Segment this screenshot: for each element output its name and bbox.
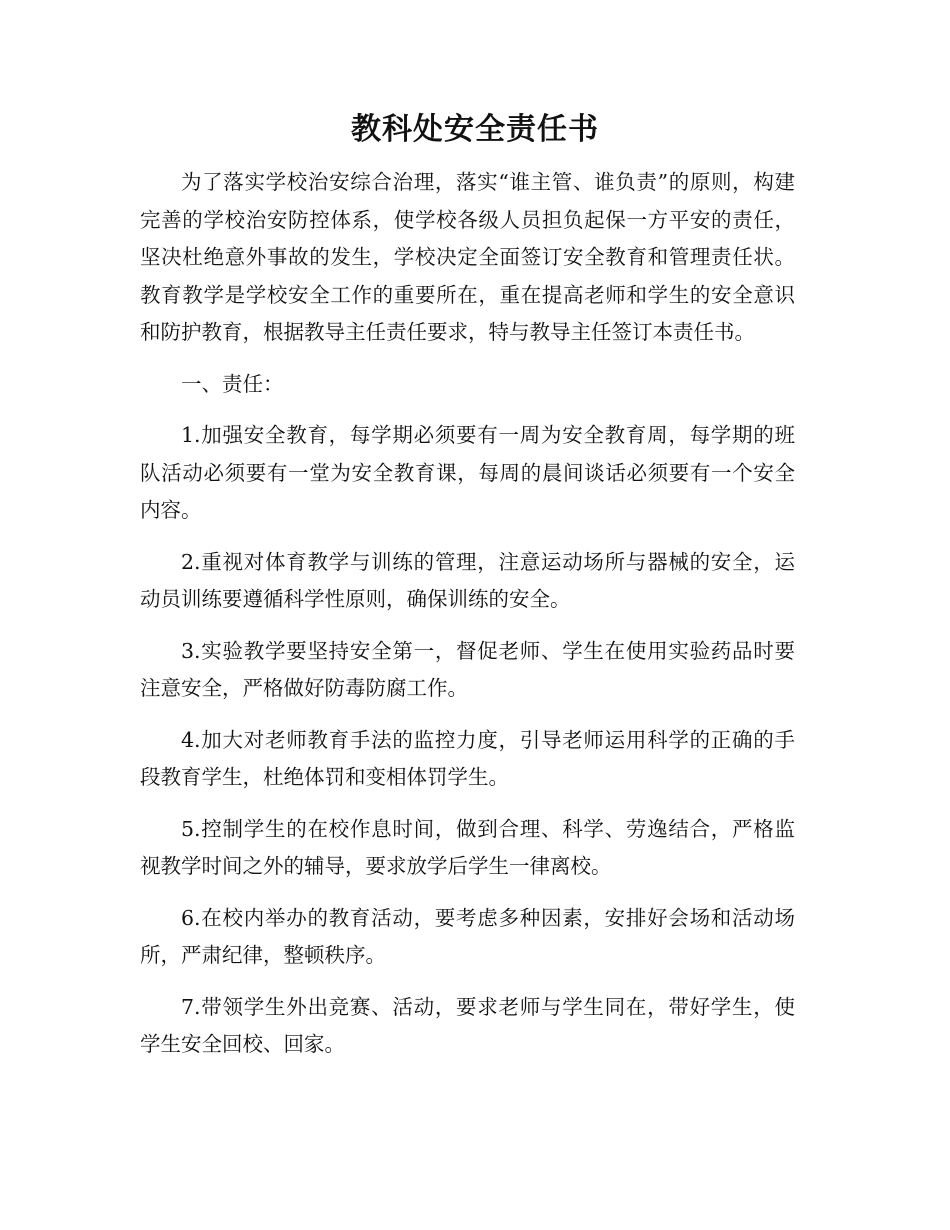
responsibility-item-2: 2.重视对体育教学与训练的管理，注意运动场所与器械的安全，运动员训练要遵循科学性原则，确保训练的安全。 <box>140 549 795 611</box>
responsibility-item-5: 5.控制学生的在校作息时间，做到合理、科学、劳逸结合，严格监视教学时间之外的辅导，要求放学后学生一律离校。 <box>140 816 795 878</box>
responsibility-item-1: 1.加强安全教育，每学期必须要有一周为安全教育周，每学期的班队活动必须要有一堂为安全教育课，每周的晨间谈话必须要有一个安全内容。 <box>140 423 795 522</box>
responsibility-item-6: 6.在校内举办的教育活动，要考虑多种因素，安排好会场和活动场所，严肃纪律，整顿秩序。 <box>140 905 795 967</box>
responsibility-item-7: 7.带领学生外出竞赛、活动，要求老师与学生同在，带好学生，使学生安全回校、回家。 <box>140 994 795 1056</box>
document-body <box>140 164 795 1064</box>
section-heading: 一、责任： <box>181 371 284 396</box>
document-title: 教科处安全责任书 <box>351 112 599 147</box>
responsibility-item-4: 4.加大对老师教育手法的监控力度，引导老师运用科学的正确的手段教育学生，杜绝体罚和变相体罚学生。 <box>140 727 795 789</box>
intro-paragraph: 为了落实学校治安综合治理，落实“谁主管、谁负责”的原则，构建完善的学校治安防控体系，使学校各级人员担负起保一方平安的责任，坚决杜绝意外事故的发生，学校决定全面签订安全教育和管理责任状。教育教学是学校安全工作的重要所在，重在提高老师和学生的安全意识和防护教育，根据教导主任责任要求，特与教导主任签订本责任书。 <box>140 170 795 344</box>
responsibility-item-3: 3.实验教学要坚持安全第一，督促老师、学生在使用实验药品时要注意安全，严格做好防毒防腐工作。 <box>140 638 795 700</box>
